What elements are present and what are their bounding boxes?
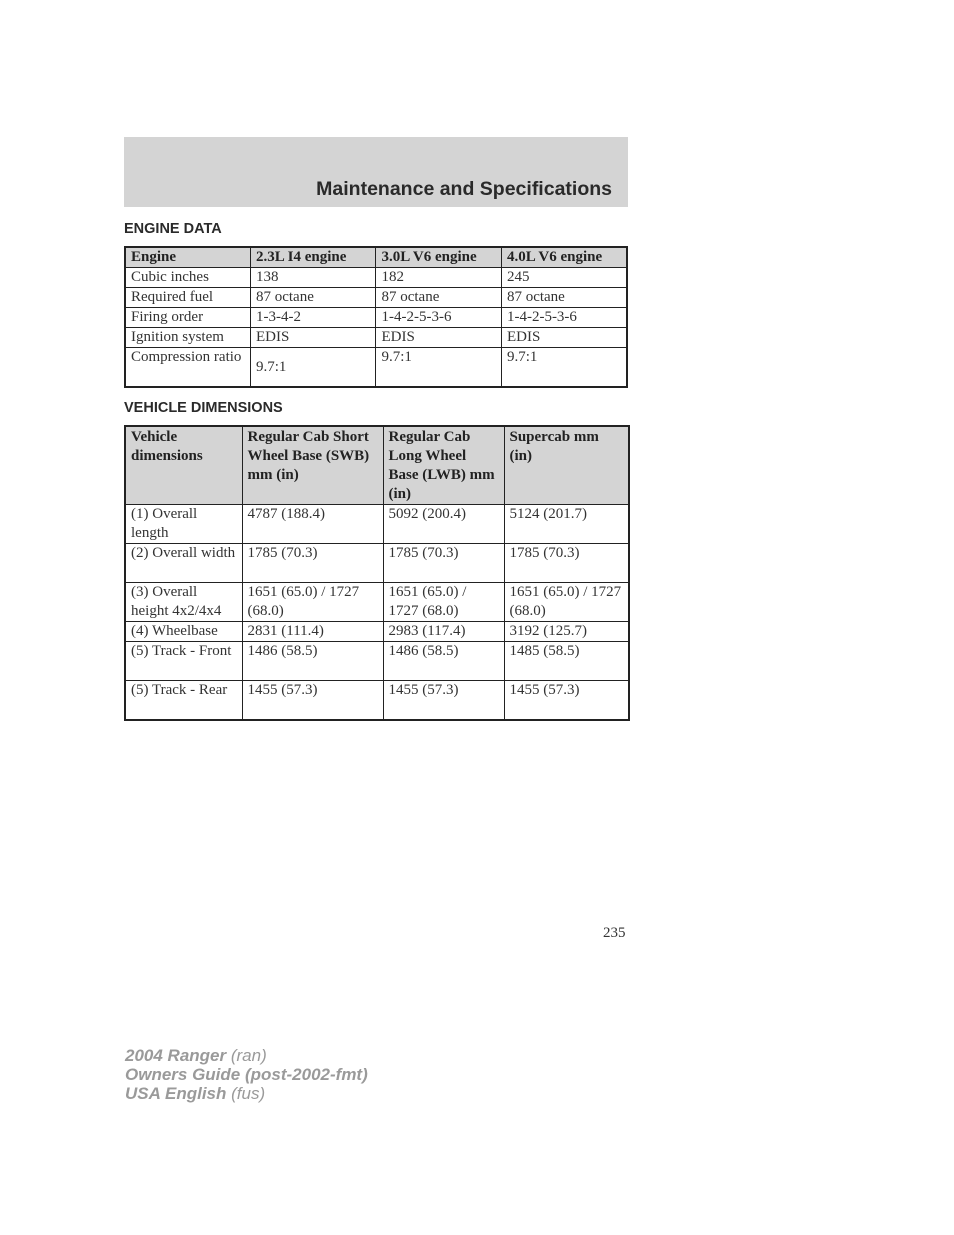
table-row [125, 268, 627, 288]
table-row [125, 328, 627, 348]
table-cell: 9.7:1 [250, 348, 375, 388]
table-cell: 1486 (58.5) [242, 642, 383, 681]
row-label: (5) Track - Front [125, 642, 242, 681]
footer-language: USA English [125, 1084, 227, 1103]
table-cell: 1-4-2-5-3-6 [376, 308, 501, 328]
column-header: 2.3L I4 engine [250, 247, 375, 268]
table-row [125, 505, 629, 544]
table-row [125, 308, 627, 328]
column-header: Engine [125, 247, 250, 268]
table-row [125, 348, 627, 388]
table-cell: 2831 (111.4) [242, 622, 383, 642]
table-cell: 87 octane [501, 288, 627, 308]
row-label: (4) Wheelbase [125, 622, 242, 642]
column-header: Vehicle dimensions [125, 426, 242, 505]
footer-line-guide [125, 1065, 368, 1084]
table-row [125, 642, 629, 681]
table-cell: 1651 (65.0) / 1727 (68.0) [504, 583, 629, 622]
column-header: Regular Cab Short Wheel Base (SWB) mm (in) [242, 426, 383, 505]
table-cell: 1485 (58.5) [504, 642, 629, 681]
footer-line-model [125, 1046, 368, 1065]
footer-model: 2004 Ranger [125, 1046, 227, 1065]
row-label: Ignition system [125, 328, 250, 348]
engine-data-heading: ENGINE DATA [124, 221, 222, 237]
document-footer [125, 1046, 368, 1103]
column-header: Supercab mm (in) [504, 426, 629, 505]
table-cell: EDIS [250, 328, 375, 348]
row-label: Required fuel [125, 288, 250, 308]
table-cell: 4787 (188.4) [242, 505, 383, 544]
table-cell: EDIS [376, 328, 501, 348]
table-cell: 87 octane [376, 288, 501, 308]
column-header: Regular Cab Long Wheel Base (LWB) mm (in) [383, 426, 504, 505]
table-cell: 1-4-2-5-3-6 [501, 308, 627, 328]
row-label: (3) Overall height 4x2/4x4 [125, 583, 242, 622]
section-header-band [124, 137, 628, 207]
row-label: (5) Track - Rear [125, 681, 242, 721]
table-header-row [125, 426, 629, 505]
table-cell: 245 [501, 268, 627, 288]
row-label: (1) Overall length [125, 505, 242, 544]
table-cell: 182 [376, 268, 501, 288]
table-cell: 1455 (57.3) [242, 681, 383, 721]
row-label: (2) Overall width [125, 544, 242, 583]
table-cell: 1-3-4-2 [250, 308, 375, 328]
vehicle-dimensions-table [124, 425, 630, 721]
table-cell: 3192 (125.7) [504, 622, 629, 642]
table-cell: 138 [250, 268, 375, 288]
page-title: Maintenance and Specifications [316, 178, 612, 200]
row-label: Firing order [125, 308, 250, 328]
table-row [125, 544, 629, 583]
row-label: Compression ratio [125, 348, 250, 388]
table-cell: 1785 (70.3) [504, 544, 629, 583]
footer-guide: Owners Guide (post-2002-fmt) [125, 1065, 368, 1084]
column-header: 3.0L V6 engine [376, 247, 501, 268]
table-cell: 1785 (70.3) [242, 544, 383, 583]
table-cell: 1785 (70.3) [383, 544, 504, 583]
table-cell: 1651 (65.0) / 1727 (68.0) [383, 583, 504, 622]
table-row [125, 288, 627, 308]
table-cell: EDIS [501, 328, 627, 348]
table-cell: 1486 (58.5) [383, 642, 504, 681]
table-cell: 9.7:1 [376, 348, 501, 388]
table-row [125, 583, 629, 622]
vehicle-dimensions-heading: VEHICLE DIMENSIONS [124, 400, 283, 416]
table-cell: 1455 (57.3) [504, 681, 629, 721]
table-cell: 1455 (57.3) [383, 681, 504, 721]
table-cell: 1651 (65.0) / 1727 (68.0) [242, 583, 383, 622]
table-cell: 5092 (200.4) [383, 505, 504, 544]
engine-data-table [124, 246, 628, 388]
table-row [125, 681, 629, 721]
table-header-row [125, 247, 627, 268]
table-row [125, 622, 629, 642]
table-cell: 5124 (201.7) [504, 505, 629, 544]
footer-model-code: (ran) [230, 1046, 267, 1065]
table-cell: 87 octane [250, 288, 375, 308]
row-label: Cubic inches [125, 268, 250, 288]
column-header: 4.0L V6 engine [501, 247, 627, 268]
footer-line-language [125, 1084, 368, 1103]
table-cell: 2983 (117.4) [383, 622, 504, 642]
table-cell: 9.7:1 [501, 348, 627, 388]
footer-language-code: (fus) [231, 1084, 266, 1103]
page-number: 235 [603, 925, 626, 941]
